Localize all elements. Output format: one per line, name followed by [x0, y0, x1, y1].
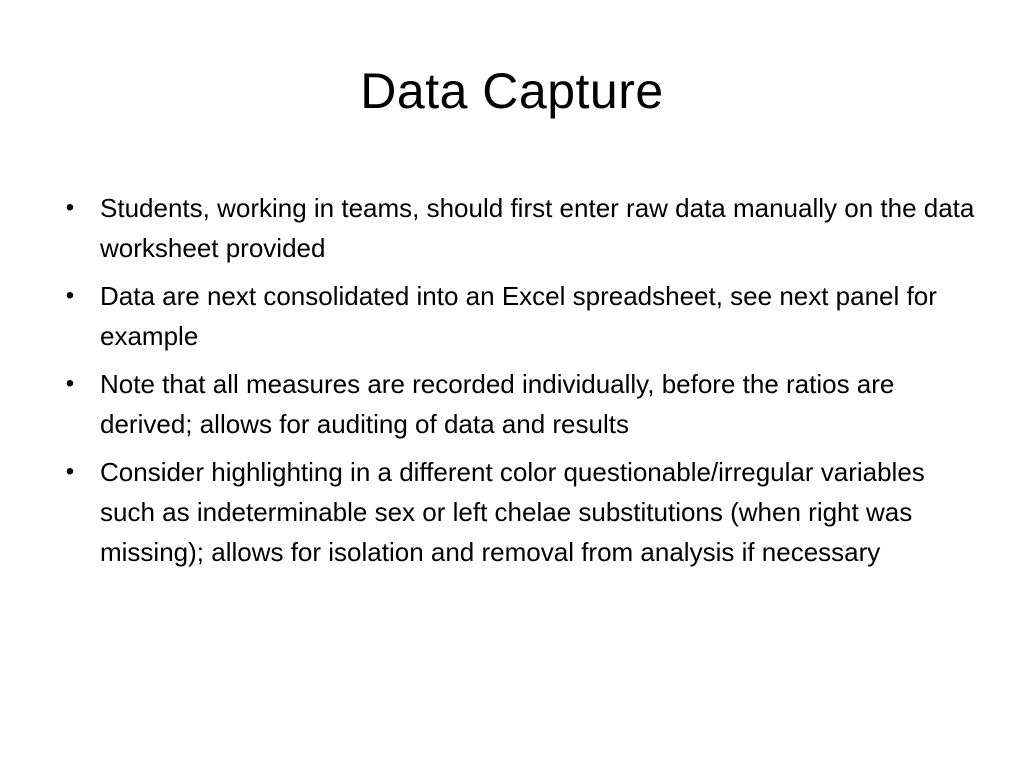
slide-title: Data Capture [360, 63, 664, 119]
bullet-marker-icon: • [65, 370, 75, 397]
bullet-marker-icon: • [65, 282, 75, 309]
bullet-list [60, 188, 980, 580]
bullet-marker-icon: • [65, 458, 75, 485]
bullet-item [60, 276, 980, 356]
bullet-text: Note that all measures are recorded individually, before the ratios are derived; allows for auditing of data and results [100, 369, 895, 439]
bullet-text: Consider highlighting in a different color questionable/irregular variables such as indeterminable sex or left chelae substitutions (when right was missing); allows for isolation and removal from analysis if necessary [100, 457, 925, 567]
bullet-item [60, 364, 980, 444]
bullet-item [60, 452, 980, 572]
bullet-text: Data are next consolidated into an Excel spreadsheet, see next panel for example [100, 281, 937, 351]
bullet-text: Students, working in teams, should first enter raw data manually on the data worksheet provided [100, 193, 975, 263]
bullet-item [60, 188, 980, 268]
bullet-marker-icon: • [65, 194, 75, 221]
